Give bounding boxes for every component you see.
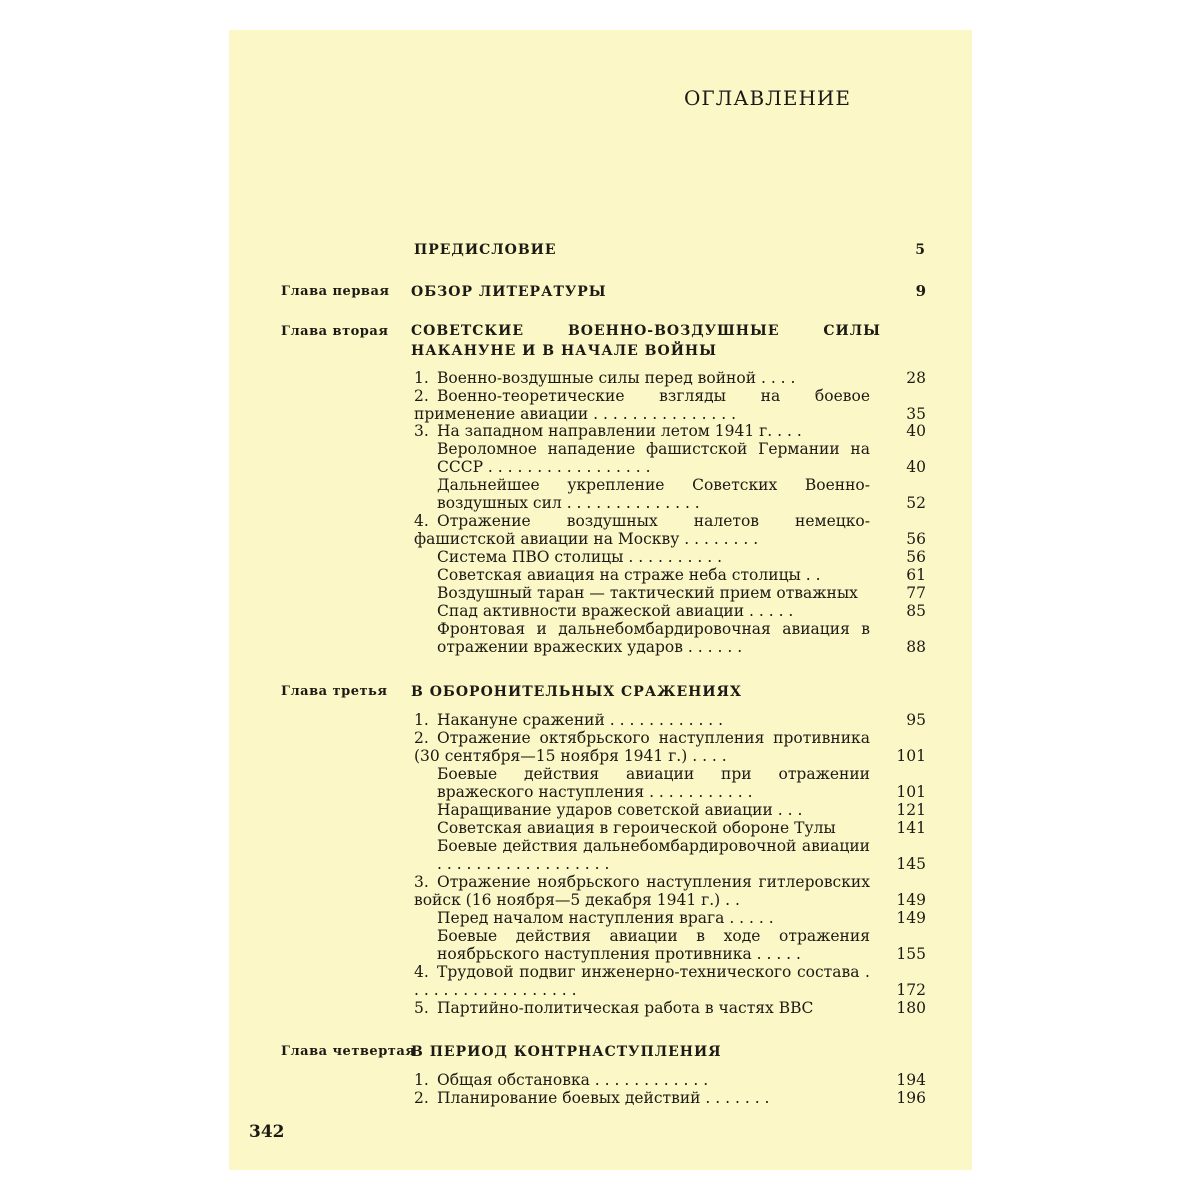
toc-entry — [414, 387, 926, 423]
toc-entry — [414, 711, 926, 729]
toc-entry-page: 121 — [896, 801, 926, 819]
toc-entry-text — [414, 422, 870, 440]
toc-entry-title: Трудовой подвиг инженерно-технического состава . . . . . . . . . . . . . . . . . . — [414, 963, 870, 999]
toc-entry — [414, 819, 926, 837]
toc-entry-title: Советская авиация на страже неба столицы . . — [437, 566, 821, 584]
toc-entry-text — [437, 801, 870, 819]
chapter-title: СОВЕТСКИЕ ВОЕННО-ВОЗДУШНЫЕ СИЛЫ НАКАНУНЕ И В НАЧАЛЕ ВОЙНЫ — [411, 323, 881, 359]
toc-entry-number: 4. — [414, 512, 429, 530]
toc-entry-title: Планирование боевых действий . . . . . . . — [437, 1089, 770, 1107]
toc-entry-text — [437, 440, 870, 476]
toc-entry-text — [437, 620, 870, 656]
toc-entry-title: Воздушный таран — тактический прием отважных — [437, 584, 858, 602]
toc-entry — [414, 963, 926, 999]
toc-entry-page: 149 — [896, 891, 926, 909]
toc-entry — [414, 1071, 926, 1089]
toc-entry-page: 88 — [906, 638, 926, 656]
toc-entry — [414, 873, 926, 909]
toc-entry — [414, 369, 926, 387]
toc-entry — [414, 476, 926, 512]
toc-entry-text — [437, 819, 870, 837]
toc-entry — [414, 566, 926, 584]
toc-entry-title: Военно-теоретические взгляды на боевое применение авиации . . . . . . . . . . . . . . . — [414, 387, 870, 423]
toc-entry-title: Система ПВО столицы . . . . . . . . . . — [437, 548, 722, 566]
toc-entry-text — [437, 909, 870, 927]
toc-entry-number: 2. — [414, 1089, 429, 1107]
chapter-title: ОБЗОР ЛИТЕРАТУРЫ — [411, 284, 607, 300]
toc-entry — [414, 927, 926, 963]
preface-page: 5 — [915, 242, 926, 258]
toc-entry-page: 61 — [906, 566, 926, 584]
toc-entry-text — [414, 729, 870, 765]
toc-entry-page: 101 — [896, 783, 926, 801]
page-title: ОГЛАВЛЕНИЕ — [684, 86, 851, 110]
toc-entry-page: 56 — [906, 530, 926, 548]
toc-entry-number: 2. — [414, 729, 429, 747]
toc-entry-title: Спад активности вражеской авиации . . . . . — [437, 602, 794, 620]
toc-entry-page: 40 — [906, 458, 926, 476]
toc-entry-text — [414, 1089, 870, 1107]
toc-entry-title: Общая обстановка . . . . . . . . . . . . — [437, 1071, 709, 1089]
toc-entry-page: 141 — [896, 819, 926, 837]
toc-entry — [414, 620, 926, 656]
toc-entry-page: 180 — [896, 999, 926, 1017]
toc-entry-page: 172 — [896, 981, 926, 999]
toc-entry-number: 5. — [414, 999, 429, 1017]
toc-entry-text — [414, 873, 870, 909]
toc-entry-title: Боевые действия авиации в ходе отражения ноябрьского наступления противника . . . . . — [437, 927, 870, 963]
toc-entry-title: Фронтовая и дальнебомбардировочная авиация в отражении вражеских ударов . . . . . . — [437, 620, 870, 656]
toc-entry-title: На западном направлении летом 1941 г. . . . — [437, 422, 802, 440]
toc-entry-number: 3. — [414, 873, 429, 891]
toc-entry — [414, 837, 926, 873]
toc-entry-page: 28 — [906, 369, 926, 387]
toc-entry-text — [414, 387, 870, 423]
toc-entry-page: 35 — [906, 405, 926, 423]
toc-entry — [414, 729, 926, 765]
toc-entry-text — [437, 837, 870, 873]
toc-entry-page: 77 — [906, 584, 926, 602]
toc-entry-page: 194 — [896, 1071, 926, 1089]
toc-entry-page: 95 — [906, 711, 926, 729]
toc-entry-text — [414, 369, 870, 387]
chapter-label: Глава первая — [281, 284, 390, 299]
toc-entry — [414, 440, 926, 476]
toc-entry — [414, 909, 926, 927]
toc-entry-title: Боевые действия дальнебомбардировочной авиации . . . . . . . . . . . . . . . . . . — [437, 837, 870, 873]
toc-entry-page: 196 — [896, 1089, 926, 1107]
toc-entry-text — [437, 548, 870, 566]
toc-entry-number: 1. — [414, 1071, 429, 1089]
toc-entry-page: 101 — [896, 747, 926, 765]
chapter-label: Глава вторая — [281, 324, 389, 339]
toc-entry-page: 155 — [896, 945, 926, 963]
toc-entry-text — [437, 476, 870, 512]
toc-entry-number: 1. — [414, 369, 429, 387]
toc-entry — [414, 602, 926, 620]
toc-entry-page: 40 — [906, 422, 926, 440]
preface-title: ПРЕДИСЛОВИЕ — [414, 242, 557, 258]
toc-entry-title: Отражение воздушных налетов немецко-фашистской авиации на Москву . . . . . . . . — [414, 512, 870, 548]
toc-entry-text — [414, 963, 870, 999]
toc-entry-title: Боевые действия авиации при отражении вражеского наступления . . . . . . . . . . . — [437, 765, 870, 801]
toc-entry-title: Наращивание ударов советской авиации . . . — [437, 801, 803, 819]
toc-entry — [414, 512, 926, 548]
toc-entry-page: 56 — [906, 548, 926, 566]
toc-entry-number: 3. — [414, 422, 429, 440]
toc-entry-text — [437, 927, 870, 963]
toc-entry-page: 149 — [896, 909, 926, 927]
toc-entry — [414, 801, 926, 819]
toc-entry-text — [414, 512, 870, 548]
toc-entry — [414, 584, 926, 602]
toc-entry-title: Дальнейшее укрепление Советских Военно-воздушных сил . . . . . . . . . . . . . . — [437, 476, 870, 512]
book-page — [229, 30, 972, 1170]
toc-entry-title: Военно-воздушные силы перед войной . . . . — [437, 369, 796, 387]
toc-entry-text — [414, 1071, 870, 1089]
toc-entry-title: Партийно-политическая работа в частях ВВС — [437, 999, 814, 1017]
toc-entry — [414, 1089, 926, 1107]
chapter-page: 9 — [915, 282, 926, 300]
toc-entry-title: Советская авиация в героической обороне Тулы — [437, 819, 836, 837]
toc-entry — [414, 765, 926, 801]
toc-entry-page: 145 — [896, 855, 926, 873]
toc-entry-text — [437, 584, 870, 602]
page-number: 342 — [249, 1122, 285, 1142]
toc-entry-text — [414, 711, 870, 729]
toc-entry-title: Отражение октябрьского наступления противника (30 сентября—15 ноября 1941 г.) . . . . — [414, 729, 870, 765]
toc-entry-text — [437, 765, 870, 801]
toc-entry-text — [414, 999, 870, 1017]
toc-entry-number: 2. — [414, 387, 429, 405]
toc-entry-text — [437, 602, 870, 620]
chapter-label: Глава четвертая — [281, 1044, 416, 1059]
toc-entry — [414, 422, 926, 440]
chapter-label: Глава третья — [281, 684, 388, 699]
toc-entry — [414, 548, 926, 566]
toc-entry-page: 85 — [906, 602, 926, 620]
toc-entry — [414, 999, 926, 1017]
toc-entry-title: Накануне сражений . . . . . . . . . . . . — [437, 711, 724, 729]
chapter-title: В ПЕРИОД КОНТРНАСТУПЛЕНИЯ — [411, 1044, 722, 1060]
toc-entry-number: 4. — [414, 963, 429, 981]
toc-entry-number: 1. — [414, 711, 429, 729]
toc-entry-page: 52 — [906, 494, 926, 512]
chapter-title: В ОБОРОНИТЕЛЬНЫХ СРАЖЕНИЯХ — [411, 684, 742, 700]
toc-entry-text — [437, 566, 870, 584]
toc-entry-title: Перед началом наступления врага . . . . . — [437, 909, 774, 927]
toc-entry-title: Отражение ноябрьского наступления гитлеровских войск (16 ноября—5 декабря 1941 г.) . . — [414, 873, 870, 909]
toc-entry-title: Вероломное нападение фашистской Германии на СССР . . . . . . . . . . . . . . . . . — [437, 440, 870, 476]
